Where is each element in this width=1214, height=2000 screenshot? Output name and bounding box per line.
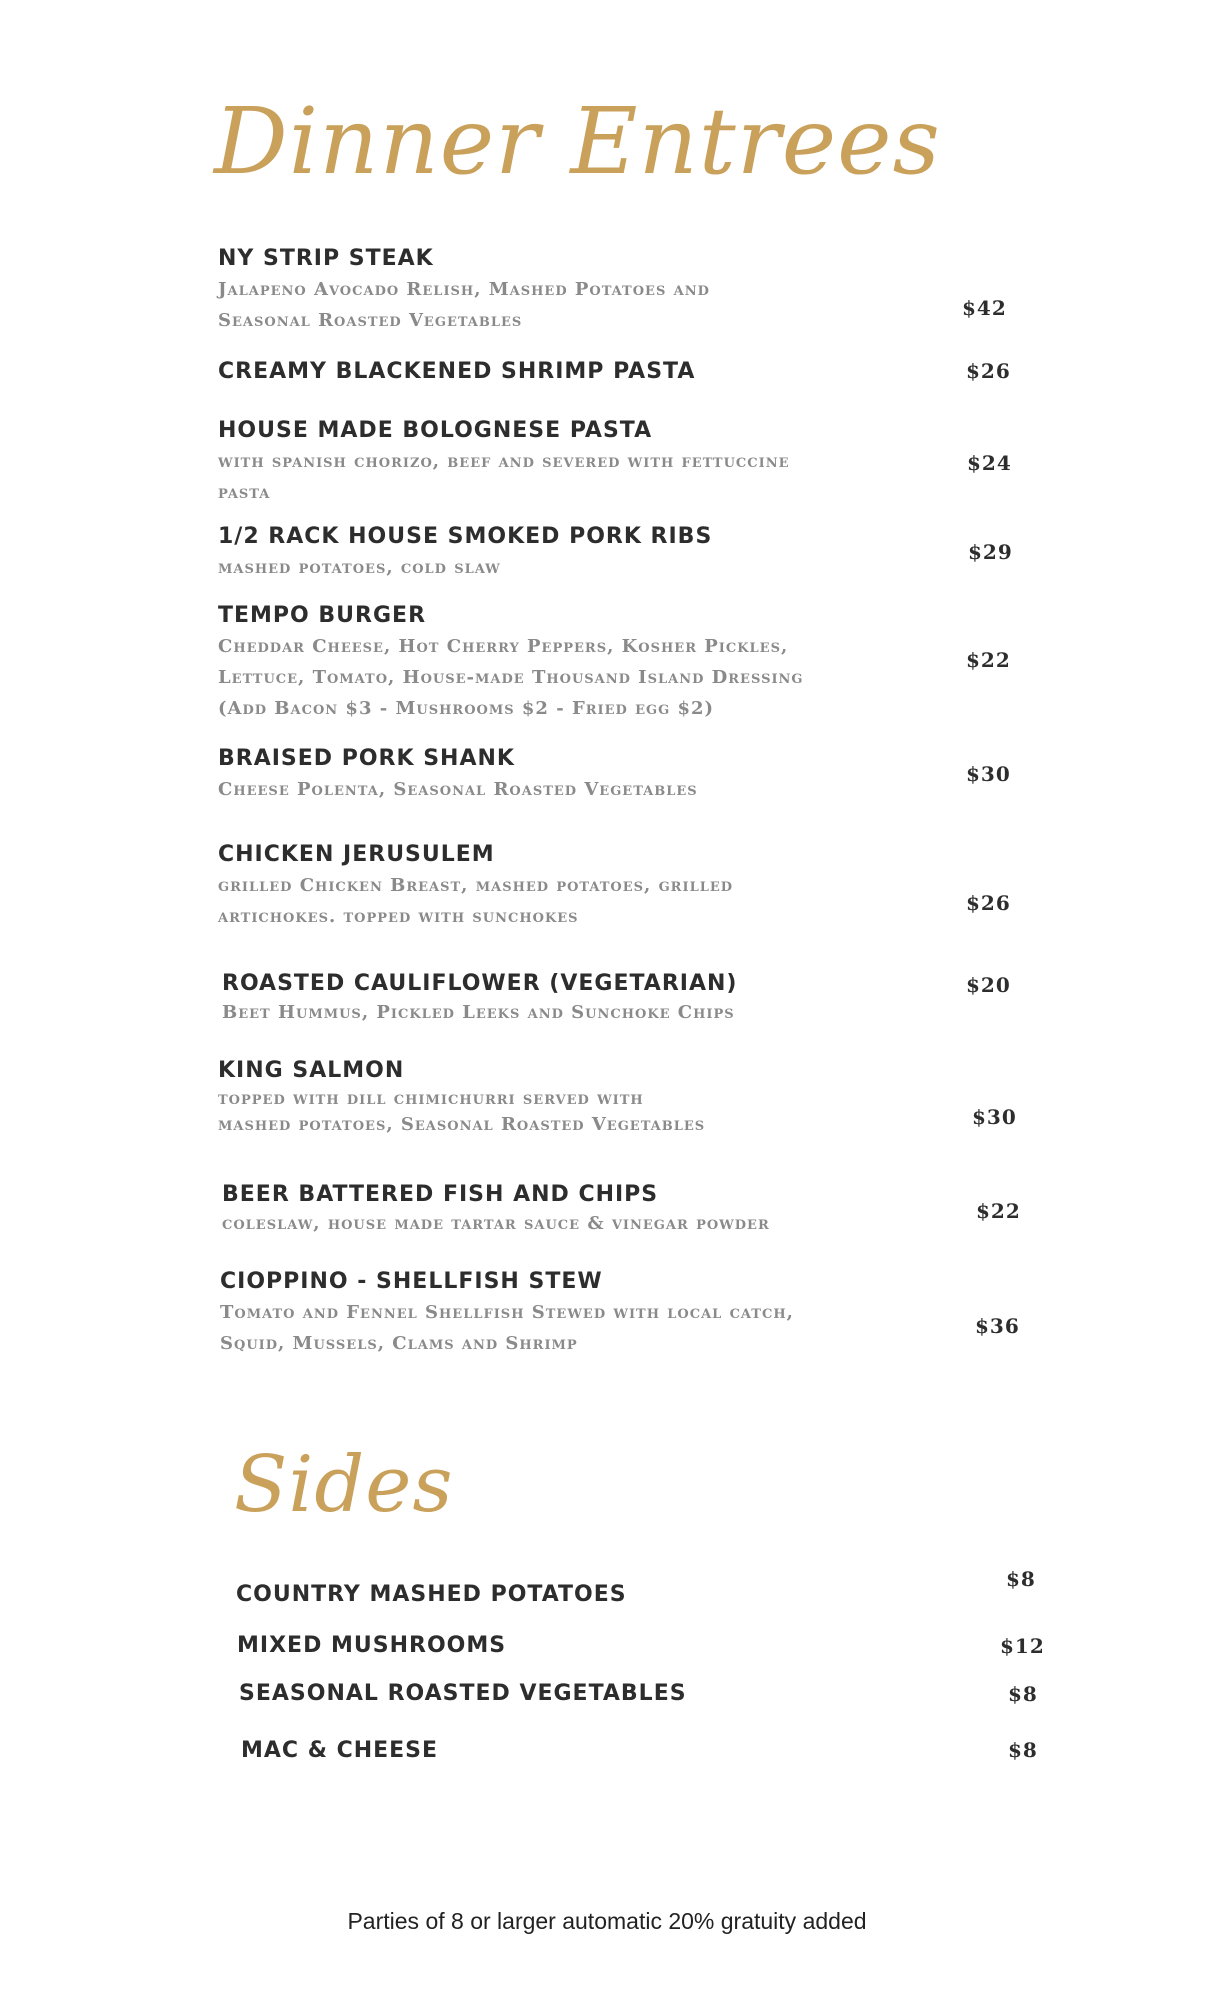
menu-item-desc: coleslaw, house made tartar sauce & vinegar powder <box>222 1213 770 1234</box>
menu-item-name: HOUSE MADE BOLOGNESE PASTA <box>218 418 653 443</box>
menu-item-name: KING SALMON <box>218 1058 405 1083</box>
menu-item <box>218 522 918 583</box>
menu-item-desc: with spanish chorizo, beef and severed with fettuccine <box>218 451 790 472</box>
menu-item <box>222 969 922 1027</box>
menu-item <box>218 840 918 932</box>
menu-item-price: $20 <box>966 973 1011 997</box>
menu-item-desc: Cheese Polenta, Seasonal Roasted Vegetables <box>218 779 698 800</box>
gratuity-note: Parties of 8 or larger automatic 20% gratuity added <box>347 1908 867 1934</box>
side-item-name: MIXED MUSHROOMS <box>237 1633 507 1658</box>
menu-item-desc: Tomato and Fennel Shellfish Stewed with local catch, <box>220 1302 794 1323</box>
menu-item <box>218 416 918 508</box>
menu-item-price: $22 <box>966 648 1011 672</box>
menu-item-desc: Lettuce, Tomato, House-made Thousand Island Dressing <box>218 667 804 688</box>
side-item-price: $8 <box>1008 1682 1038 1706</box>
menu-item-desc: Beet Hummus, Pickled Leeks and Sunchoke Chips <box>222 1002 735 1023</box>
menu-item-desc: topped with dill chimichurri served with <box>218 1088 644 1109</box>
menu-item-desc: mashed potatoes, cold slaw <box>218 557 501 578</box>
menu-item <box>218 357 918 387</box>
menu-item-price: $26 <box>966 359 1011 383</box>
menu-item-desc: Cheddar Cheese, Hot Cherry Peppers, Kosher Pickles, <box>218 636 789 657</box>
menu-item <box>220 1267 920 1359</box>
entrees-title: Dinner Entrees <box>214 88 941 195</box>
menu-item-desc: (Add Bacon $3 - Mushrooms $2 - Fried egg $2) <box>218 698 715 719</box>
menu-item-name: TEMPO BURGER <box>218 603 427 628</box>
side-item-price: $8 <box>1008 1738 1038 1762</box>
side-item-price: $12 <box>1000 1634 1045 1658</box>
menu-item-desc: Jalapeno Avocado Relish, Mashed Potatoes and <box>218 279 710 300</box>
menu-item-name: CIOPPINO - SHELLFISH STEW <box>220 1269 603 1294</box>
menu-item-desc: Squid, Mussels, Clams and Shrimp <box>220 1333 578 1354</box>
menu-item-name: BEER BATTERED FISH AND CHIPS <box>222 1182 659 1207</box>
sides-title: Sides <box>234 1440 454 1530</box>
menu-item-name: NY STRIP STEAK <box>218 246 434 271</box>
side-item-name: COUNTRY MASHED POTATOES <box>236 1582 627 1607</box>
side-item-price: $8 <box>1006 1567 1036 1591</box>
menu-item-desc: Seasonal Roasted Vegetables <box>218 310 523 331</box>
menu-item-desc: pasta <box>218 482 271 503</box>
menu-item-desc: grilled Chicken Breast, mashed potatoes, grilled <box>218 875 734 896</box>
menu-item-name: CREAMY BLACKENED SHRIMP PASTA <box>218 359 696 384</box>
menu-item-price: $24 <box>967 451 1012 475</box>
side-item-name: SEASONAL ROASTED VEGETABLES <box>239 1681 687 1706</box>
menu-item <box>222 1180 922 1238</box>
menu-item-name: 1/2 RACK HOUSE SMOKED PORK RIBS <box>218 524 713 549</box>
menu-item-price: $30 <box>966 762 1011 786</box>
menu-item <box>218 744 918 805</box>
menu-item-price: $36 <box>975 1314 1020 1338</box>
menu-item-name: BRAISED PORK SHANK <box>218 746 515 771</box>
menu-item <box>218 601 918 724</box>
menu-item-price: $42 <box>962 296 1007 320</box>
menu-item-price: $30 <box>972 1105 1017 1129</box>
side-item-name: MAC & CHEESE <box>241 1738 439 1763</box>
menu-item-price: $22 <box>976 1199 1021 1223</box>
menu-item-name: ROASTED CAULIFLOWER (VEGETARIAN) <box>222 971 738 996</box>
menu-item-price: $26 <box>966 891 1011 915</box>
menu-item <box>218 244 918 336</box>
menu-item-desc: artichokes. topped with sunchokes <box>218 906 579 927</box>
menu-item-desc: mashed potatoes, Seasonal Roasted Vegetables <box>218 1114 706 1135</box>
menu-item-price: $29 <box>968 540 1013 564</box>
menu-item <box>218 1056 918 1138</box>
menu-item-name: CHICKEN JERUSULEM <box>218 842 495 867</box>
